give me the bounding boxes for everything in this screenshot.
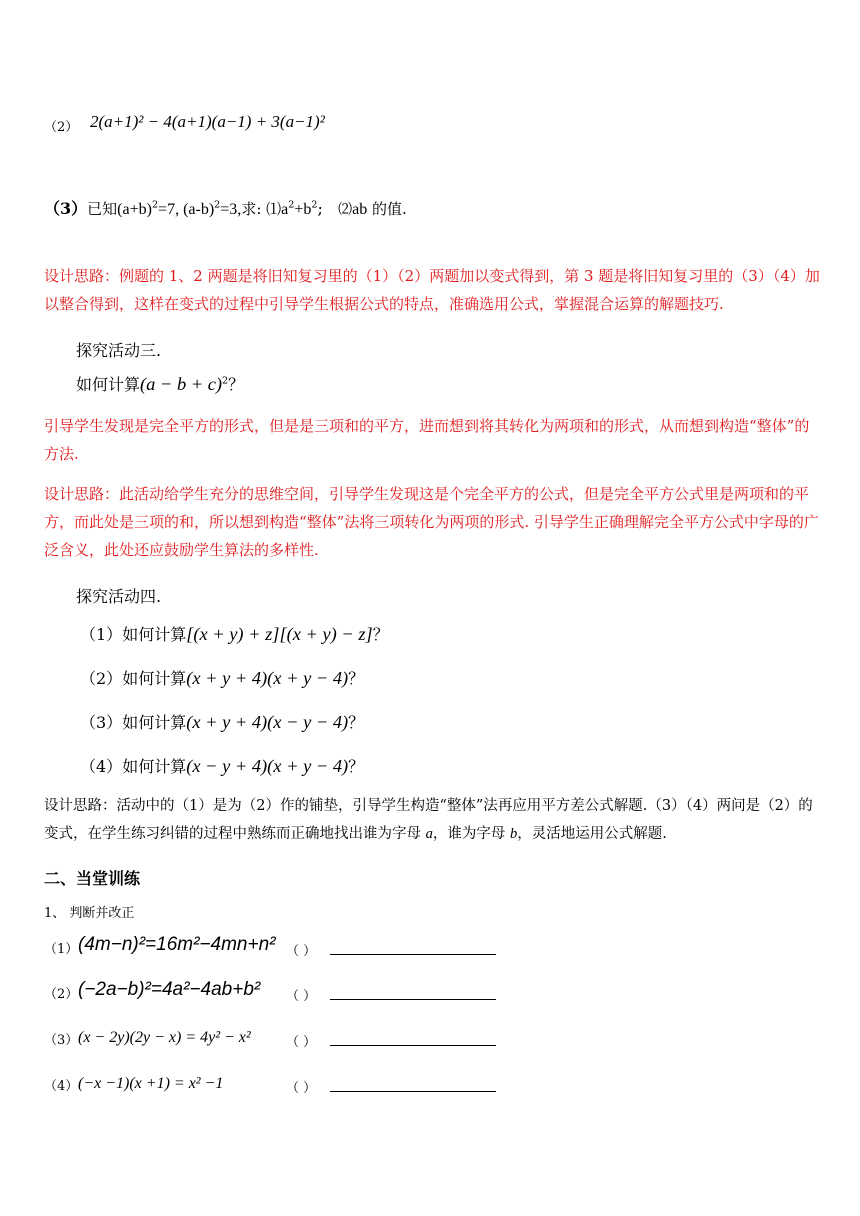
section-2-q1-label: 1、 判断并改正 xyxy=(44,906,135,921)
exercise-expr: (4m−n)²=16m²−4mn+n² xyxy=(78,934,276,955)
letter-a: a xyxy=(425,826,433,842)
superscript-2: 2 xyxy=(311,199,318,211)
example-3-cond1-tail: =7, xyxy=(158,201,184,218)
exercise-row-3 xyxy=(44,1029,78,1048)
design-note-1: 设计思路：例题的 1、2 两题是将旧知复习里的（1）（2）两题加以变式得到，第 3 题是将旧知复习里的（3）（4）加以整合得到，这样在变式的过程中引导学生根据公式的特点，准确选用公式，掌握混合运算的解题技巧. xyxy=(44,267,820,313)
activity-3-title: 探究活动三. xyxy=(76,341,162,360)
section-2-heading: 二、当堂训练 xyxy=(44,869,141,888)
exercise-row-4-answer xyxy=(286,1075,496,1096)
superscript-2: 2 xyxy=(214,199,221,211)
activity-4-item-suffix: ？ xyxy=(348,757,365,776)
letter-b: b xyxy=(509,826,518,842)
activity-3-question-suffix: ？ xyxy=(228,375,245,394)
example-3-prefix: 已知 xyxy=(87,200,118,218)
example-3-row xyxy=(44,196,407,219)
superscript-2: 2 xyxy=(288,199,295,211)
activity-4-item-suffix: ？ xyxy=(348,713,365,732)
exercise-row-2-expr xyxy=(78,979,260,1001)
example-2-expression xyxy=(90,112,325,132)
activity-3-design-note: 设计思路：此活动给学生充分的思维空间，引导学生发现这是个完全平方的公式，但是完全平方公式里是两项和的平方，而此处是三项的和，所以想到构造“整体”法将三项转化为两项的形式. 引导学生正确理解完全平方公式中字母的广泛含义，此处还应鼓励学生算法的多样性. xyxy=(44,485,819,559)
exercise-label: （2） xyxy=(44,987,79,1002)
activity-3-guide: 引导学生发现是完全平方的形式，但是是三项和的平方，进而想到将其转化为两项和的形式，从而想到构造“整体”的方法. xyxy=(44,417,810,463)
activity-4-item-label: （2） xyxy=(80,669,123,688)
exercise-paren: （ ） xyxy=(286,989,317,1004)
exercise-expr: (−x −1)(x +1) = x² −1 xyxy=(78,1075,224,1092)
activity-4-item-3 xyxy=(80,710,364,733)
activity-4-design-note xyxy=(44,792,820,848)
exercise-paren: （ ） xyxy=(286,1081,317,1096)
example-3-label: （3） xyxy=(44,199,88,218)
activity-4-item-prefix: 如何计算 xyxy=(122,625,187,644)
activity-4-item-expr: (x + y + 4)(x + y − 4) xyxy=(186,668,349,688)
exercise-row-1 xyxy=(44,938,78,957)
example-3-ask-item1-mid: +b xyxy=(294,201,312,218)
activity-3-question-prefix: 如何计算 xyxy=(76,375,141,394)
exercise-paren: （ ） xyxy=(286,1035,317,1050)
activity-4-item-suffix: ？ xyxy=(348,669,365,688)
exercise-paren: （ ） xyxy=(286,944,317,959)
activity-4-item-label: （1） xyxy=(80,625,123,644)
example-3-ask-item1-tail: ; xyxy=(317,199,323,218)
activity-4-title: 探究活动四. xyxy=(76,587,162,606)
example-2-expr: 2(a+1)² − 4(a+1)(a−1) + 3(a−1)² xyxy=(90,112,325,131)
example-2-row xyxy=(44,116,78,135)
activity-4-item-prefix: 如何计算 xyxy=(122,757,187,776)
superscript-2: 2 xyxy=(222,375,229,387)
exercise-row-4 xyxy=(44,1075,78,1094)
activity-4-item-1 xyxy=(80,622,389,645)
activity-3-question-expr: (a − b + c) xyxy=(140,374,223,394)
exercise-row-1-answer xyxy=(286,938,496,959)
exercise-row-3-answer xyxy=(286,1029,496,1050)
activity-4-item-prefix: 如何计算 xyxy=(122,669,187,688)
example-3-cond1: (a+b) xyxy=(117,201,152,218)
exercise-label: （3） xyxy=(44,1033,79,1048)
activity-4-item-suffix: ？ xyxy=(372,625,389,644)
example-3-ask-item2-prefix: ⑵ xyxy=(338,202,353,218)
activity-4-design-note-c: ，灵活地运用公式解题. xyxy=(517,826,667,842)
example-3-ask-item1: a xyxy=(281,201,289,218)
activity-3-question xyxy=(76,372,244,395)
exercise-label: （4） xyxy=(44,1079,79,1094)
exercise-expr: (x − 2y)(2y − x) = 4y² − x² xyxy=(78,1029,251,1046)
answer-blank[interactable] xyxy=(330,1075,496,1092)
answer-blank[interactable] xyxy=(330,1029,496,1046)
activity-4-item-expr: [(x + y) + z][(x + y) − z] xyxy=(186,624,373,644)
example-2-label: （2） xyxy=(44,120,79,135)
activity-4-design-note-b: ，谁为字母 xyxy=(432,826,510,842)
activity-4-item-prefix: 如何计算 xyxy=(122,713,187,732)
answer-blank[interactable] xyxy=(330,983,496,1000)
exercise-row-4-expr xyxy=(78,1073,223,1093)
example-3-cond2: (a-b) xyxy=(183,201,215,218)
exercise-row-2 xyxy=(44,983,78,1002)
exercise-row-2-answer xyxy=(286,983,496,1004)
activity-4-design-note-a: 设计思路：活动中的（1）是为（2）作的铺垫，引导学生构造“整体”法再应用平方差公式解题.（3）（4）两问是（2）的变式，在学生练习纠错的过程中熟练而正确地找出谁为字母 xyxy=(44,798,813,842)
exercise-expr: (−2a−b)²=4a²−4ab+b² xyxy=(78,979,261,1000)
superscript-2: 2 xyxy=(151,199,159,211)
exercise-row-1-expr xyxy=(78,934,275,956)
example-3-cond2-tail: =3, xyxy=(220,201,242,218)
exercise-row-3-expr xyxy=(78,1027,251,1047)
activity-4-item-4 xyxy=(80,754,364,777)
activity-4-item-label: （4） xyxy=(80,757,123,776)
example-3-ask: 求: ⑴ xyxy=(241,200,282,218)
example-3-ask-item2: ab xyxy=(352,201,368,218)
answer-blank[interactable] xyxy=(330,938,496,955)
activity-4-item-label: （3） xyxy=(80,713,123,732)
activity-4-item-2 xyxy=(80,666,364,689)
exercise-label: （1） xyxy=(44,942,79,957)
activity-4-item-expr: (x − y + 4)(x + y − 4) xyxy=(186,756,349,776)
activity-4-item-expr: (x + y + 4)(x − y − 4) xyxy=(186,712,349,732)
example-3-ask-item2-tail: 的值. xyxy=(367,200,407,218)
